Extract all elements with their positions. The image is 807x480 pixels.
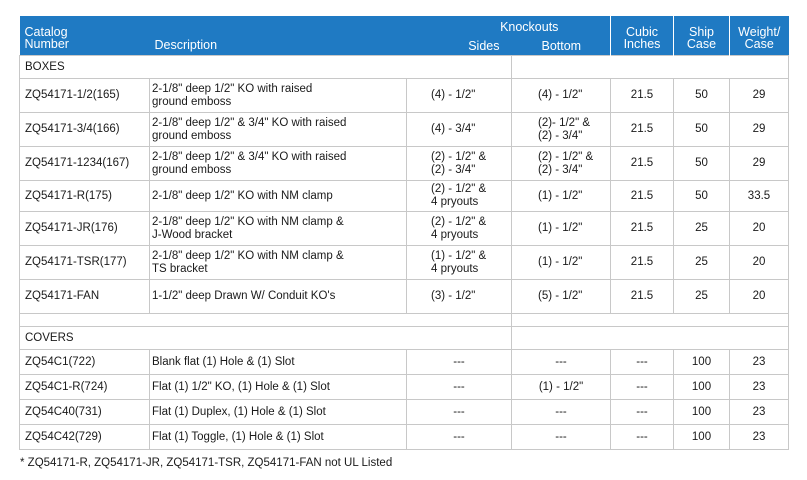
description-cell [150,350,407,375]
weight-case-cell-line1: 23 [752,405,766,418]
box-row [20,79,789,113]
section-spacer [512,327,789,350]
cubic-inches-cell-line1: 21.5 [630,89,654,101]
cubic-inches-cell [611,147,674,181]
cubic-inches-cell [611,425,674,450]
ship-case-cell-line1: 50 [695,89,708,101]
cubic-inches-cell-line1: 21.5 [630,157,654,169]
header-cubic-inches [611,16,674,56]
ship-case-cell-line1: 25 [695,222,708,234]
bottom-cell [512,280,611,314]
catalog-number-cell [20,181,150,212]
ship-case-cell-line1: 50 [695,157,708,169]
catalog-number-cell [20,375,150,400]
catalog-number-cell [20,400,150,425]
header-catalog-line2: Number [24,37,69,51]
description-cell-line1: 1-1/2" deep Drawn W/ Conduit KO's [152,290,336,302]
weight-case-cell-line1: 20 [752,256,766,268]
ship-case-cell [674,147,730,181]
description-cell-line1: 2-1/8" deep 1/2" KO with NM clamp & [152,249,344,262]
spacer-cell [20,314,512,327]
weight-case-cell-line1: 29 [752,123,766,135]
section-row-covers [20,327,789,350]
description-cell [150,425,407,450]
catalog-number-cell-line1: ZQ54171-3/4(166) [25,123,120,135]
weight-case-cell-line1: 23 [752,355,766,368]
catalog-number-cell [20,79,150,113]
sides-cell-line1: (1) - 1/2" & [431,249,487,262]
cover-row [20,400,789,425]
catalog-number-cell [20,425,150,450]
sides-cell [407,246,512,280]
catalog-number-cell-line1: ZQ54171-TSR(177) [25,256,127,268]
weight-case-cell [730,79,789,113]
table-header [20,16,789,56]
description-cell-line2: J-Wood bracket [152,228,233,241]
description-cell-line1: Flat (1) Toggle, (1) Hole & (1) Slot [152,430,324,443]
description-cell [150,181,407,212]
bottom-cell-line2: (2) - 3/4" [538,163,583,176]
spacer-cell [512,314,789,327]
cubic-inches-cell-line1: --- [636,380,648,393]
bottom-cell-line1: (1) - 1/2" [538,189,583,202]
description-cell-line2: ground emboss [152,129,232,142]
description-cell-line2: ground emboss [152,163,232,176]
description-cell-line2: TS bracket [152,262,208,275]
ship-case-cell-line1: 25 [695,290,708,302]
bottom-cell [512,79,611,113]
catalog-number-cell-line1: ZQ54171-R(175) [25,189,112,202]
catalog-number-cell-line1: ZQ54171-1/2(165) [25,89,120,101]
header-cubic-line2: Inches [623,37,661,51]
section-row-boxes [20,56,789,79]
bottom-cell [512,212,611,246]
bottom-cell [512,246,611,280]
section-label-covers: COVERS [20,327,512,350]
description-cell [150,79,407,113]
header-ship-case [674,16,730,56]
weight-case-cell-line1: 33.5 [747,189,771,202]
catalog-number-cell-line1: ZQ54C40(731) [25,405,102,418]
bottom-cell-line1: (5) - 1/2" [538,290,583,302]
description-cell [150,246,407,280]
weight-case-cell [730,246,789,280]
catalog-number-cell-line1: ZQ54171-FAN [25,290,100,302]
catalog-number-cell [20,246,150,280]
header-bottom: Bottom [512,39,611,56]
box-row [20,280,789,314]
weight-case-cell-line1: 20 [752,222,766,234]
header-ship-line2: Case [686,37,717,51]
bottom-cell-line1: (2) - 1/2" & [538,150,594,163]
bottom-cell [512,425,611,450]
section-spacer [512,56,789,79]
ship-case-cell [674,375,730,400]
sides-cell-line2: (2) - 3/4" [431,163,476,176]
sides-cell [407,400,512,425]
catalog-number-cell-line1: ZQ54C1(722) [25,355,96,368]
cubic-inches-cell-line1: 21.5 [630,290,654,302]
sides-cell-line1: --- [453,430,465,443]
description-cell-line1: Blank flat (1) Hole & (1) Slot [152,355,295,368]
bottom-cell-line1: (4) - 1/2" [538,89,583,101]
description-cell-line1: Flat (1) 1/2" KO, (1) Hole & (1) Slot [152,380,330,393]
ship-case-cell [674,212,730,246]
sides-cell-line2: 4 pryouts [431,228,479,241]
table-body [20,56,789,450]
box-row [20,181,789,212]
bottom-cell [512,113,611,147]
description-cell-line1: Flat (1) Duplex, (1) Hole & (1) Slot [152,405,326,418]
cubic-inches-cell-line1: --- [636,405,648,418]
sides-cell-line1: --- [453,355,465,368]
header-ship-line1: Ship [688,25,715,39]
weight-case-cell [730,350,789,375]
bottom-cell [512,350,611,375]
bottom-cell-line1: (2)- 1/2" & [538,116,591,129]
box-row [20,212,789,246]
cubic-inches-cell-line1: --- [636,430,648,443]
catalog-number-cell-line1: ZQ54171-JR(176) [25,222,118,234]
description-cell-line1: 2-1/8" deep 1/2" & 3/4" KO with raised [152,116,347,129]
bottom-cell [512,147,611,181]
cubic-inches-cell [611,212,674,246]
cubic-inches-cell [611,79,674,113]
bottom-cell-line2: (2) - 3/4" [538,129,583,142]
description-cell [150,400,407,425]
cubic-inches-cell [611,181,674,212]
ship-case-cell-line1: 100 [691,430,712,443]
bottom-cell [512,181,611,212]
catalog-number-cell [20,147,150,181]
cubic-inches-cell [611,280,674,314]
description-cell [150,280,407,314]
bottom-cell-line1: --- [555,355,567,368]
spacer-row [20,314,789,327]
header-weight-case [730,16,789,56]
bottom-cell-line1: (1) - 1/2" [538,380,584,393]
ship-case-cell-line1: 50 [695,123,708,135]
description-cell [150,212,407,246]
bottom-cell-line1: --- [555,405,567,418]
cubic-inches-cell [611,350,674,375]
sides-cell [407,113,512,147]
cubic-inches-cell [611,375,674,400]
catalog-number-cell-line1: ZQ54171-1234(167) [25,157,130,169]
description-cell-line2: ground emboss [152,95,232,108]
sides-cell-line1: (4) - 3/4" [431,123,476,135]
catalog-table-wrapper [19,16,788,450]
description-cell-line1: 2-1/8" deep 1/2" KO with NM clamp & [152,215,344,228]
box-row [20,246,789,280]
catalog-number-cell [20,212,150,246]
weight-case-cell-line1: 29 [752,89,766,101]
description-cell [150,375,407,400]
cubic-inches-cell [611,246,674,280]
footnote: * ZQ54171-R, ZQ54171-JR, ZQ54171-TSR, ZQ54171-FAN not UL Listed [20,457,393,469]
sides-cell [407,181,512,212]
sides-cell-line2: 4 pryouts [431,196,479,208]
description-cell-line1: 2-1/8" deep 1/2" & 3/4" KO with raised [152,150,347,163]
sides-cell [407,212,512,246]
header-weight-line1: Weight/ [738,25,781,39]
bottom-cell-line1: (1) - 1/2" [538,222,583,234]
cover-row [20,375,789,400]
description-cell-line1: 2-1/8" deep 1/2" KO with NM clamp [152,189,333,202]
sides-cell-line1: (4) - 1/2" [431,89,476,101]
catalog-number-cell [20,280,150,314]
cubic-inches-cell-line1: 21.5 [630,256,654,268]
ship-case-cell [674,350,730,375]
description-cell-line1: 2-1/8" deep 1/2" KO with raised [152,82,313,95]
sides-cell [407,79,512,113]
cubic-inches-cell [611,400,674,425]
weight-case-cell [730,375,789,400]
sides-cell-line1: --- [453,380,465,393]
catalog-number-cell [20,113,150,147]
cubic-inches-cell [611,113,674,147]
description-cell [150,147,407,181]
ship-case-cell-line1: 25 [695,256,708,268]
sides-cell-line1: (2) - 1/2" & [431,183,487,195]
sides-cell-line2: 4 pryouts [431,262,479,275]
cubic-inches-cell-line1: 21.5 [630,222,654,234]
weight-case-cell-line1: 20 [752,290,766,302]
ship-case-cell [674,246,730,280]
header-weight-line2: Case [744,37,774,51]
ship-case-cell-line1: 100 [691,405,712,418]
cubic-inches-cell-line1: 21.5 [630,123,654,135]
catalog-table [19,16,789,450]
sides-cell-line1: (2) - 1/2" & [431,215,487,228]
ship-case-cell-line1: 100 [691,355,712,368]
weight-case-cell-line1: 23 [752,430,766,443]
weight-case-cell [730,425,789,450]
sides-cell-line1: --- [453,405,465,418]
ship-case-cell [674,181,730,212]
catalog-number-cell [20,350,150,375]
header-cubic-line1: Cubic [626,25,658,39]
cubic-inches-cell-line1: --- [636,355,648,368]
bottom-cell [512,375,611,400]
header-description: Description [150,16,407,56]
ship-case-cell-line1: 100 [691,380,712,393]
sides-cell [407,350,512,375]
box-row [20,147,789,181]
weight-case-cell [730,212,789,246]
sides-cell [407,280,512,314]
sides-cell [407,425,512,450]
catalog-number-cell-line1: ZQ54C1-R(724) [25,380,108,393]
weight-case-cell [730,280,789,314]
ship-case-cell [674,280,730,314]
weight-case-cell-line1: 29 [752,157,766,169]
ship-case-cell [674,79,730,113]
ship-case-cell [674,425,730,450]
ship-case-cell-line1: 50 [695,189,708,202]
weight-case-cell [730,147,789,181]
bottom-cell-line1: --- [555,430,567,443]
box-row [20,113,789,147]
header-knockouts: Knockouts [407,16,611,39]
header-catalog-line1: Catalog [24,25,68,39]
sides-cell [407,147,512,181]
weight-case-cell-line1: 23 [752,380,766,393]
sides-cell [407,375,512,400]
weight-case-cell [730,181,789,212]
cover-row [20,350,789,375]
weight-case-cell [730,113,789,147]
header-catalog-number [20,16,150,56]
cover-row [20,425,789,450]
sides-cell-line1: (3) - 1/2" [431,290,476,302]
bottom-cell [512,400,611,425]
ship-case-cell [674,400,730,425]
header-sides: Sides [407,39,512,56]
cubic-inches-cell-line1: 21.5 [630,189,654,202]
catalog-number-cell-line1: ZQ54C42(729) [25,430,102,443]
weight-case-cell [730,400,789,425]
ship-case-cell [674,113,730,147]
description-cell [150,113,407,147]
section-label-boxes: BOXES [20,56,512,79]
bottom-cell-line1: (1) - 1/2" [538,256,583,268]
sides-cell-line1: (2) - 1/2" & [431,150,487,163]
